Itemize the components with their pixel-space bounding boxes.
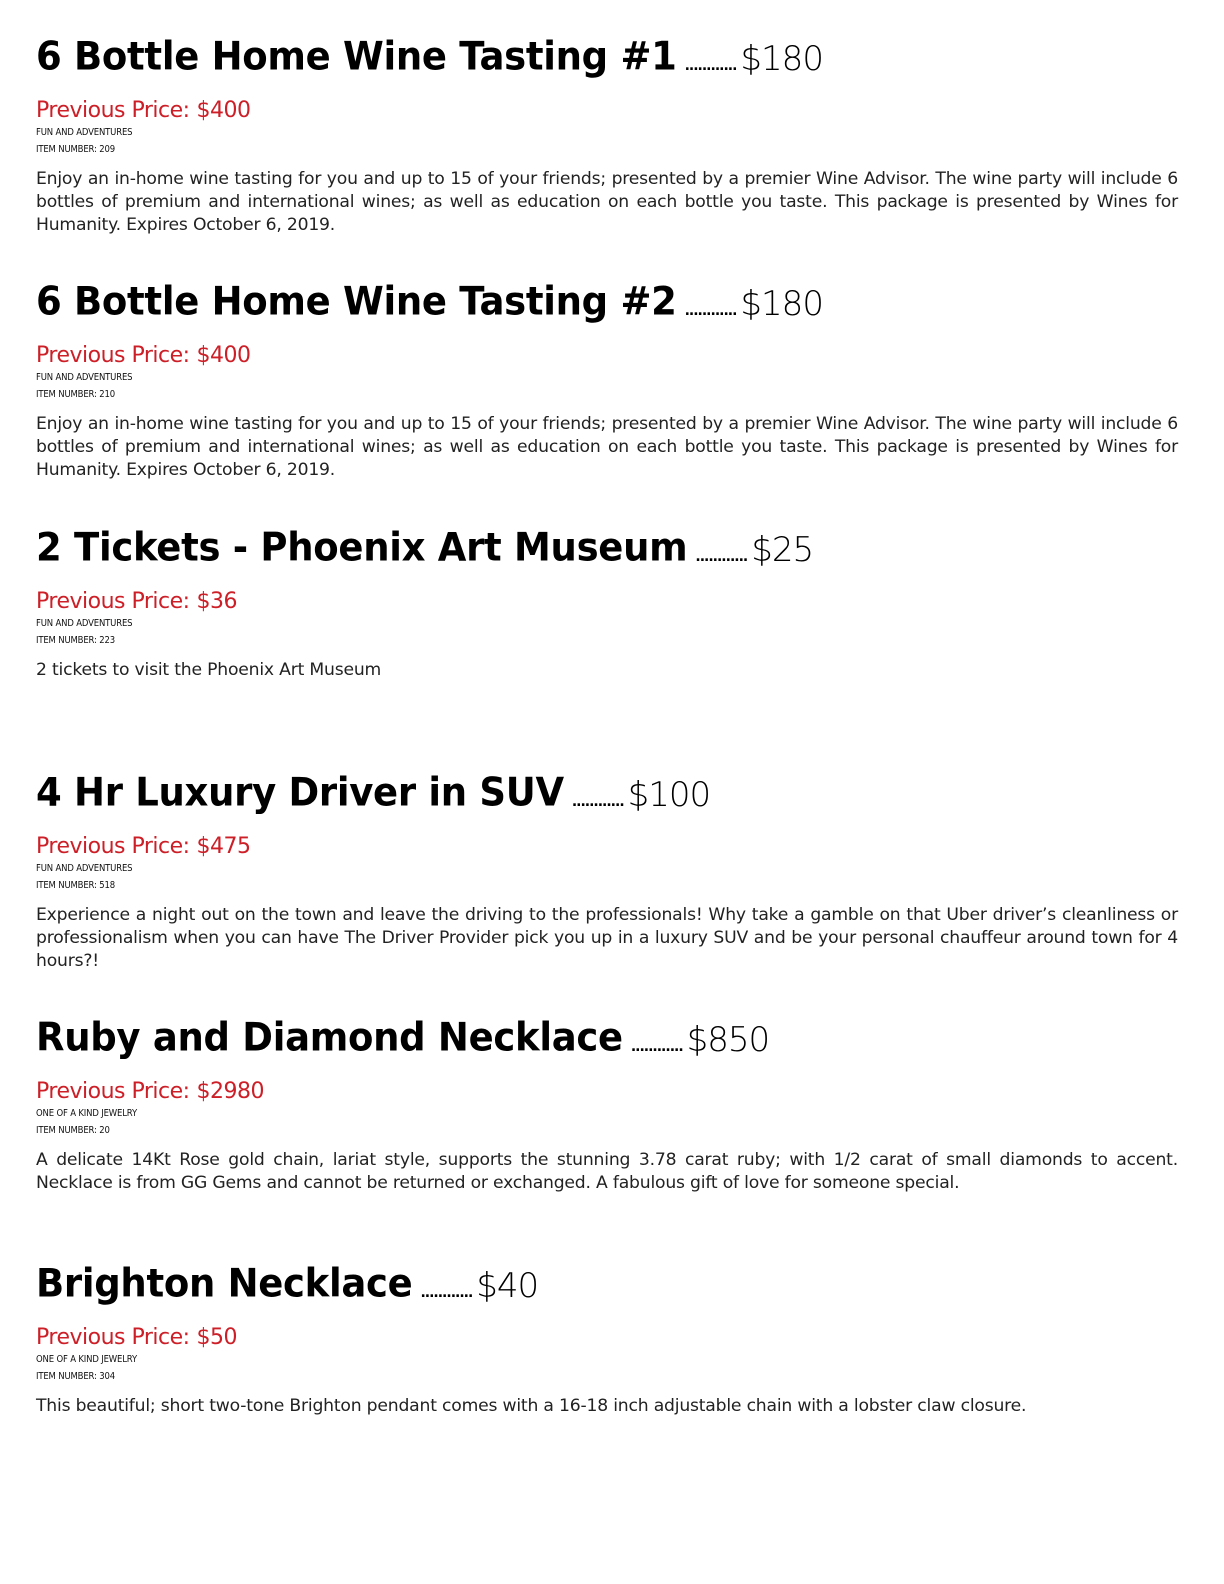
item-category: FUN AND ADVENTURES bbox=[36, 372, 133, 383]
auction-item bbox=[36, 1014, 1178, 1195]
item-title: 4 Hr Luxury Driver in SUV bbox=[36, 769, 564, 815]
auction-item bbox=[36, 769, 1178, 973]
previous-price: $50 bbox=[196, 1325, 238, 1350]
item-title: 6 Bottle Home Wine Tasting #1 bbox=[36, 33, 677, 79]
previous-price-line bbox=[36, 834, 1178, 860]
previous-price-label: Previous Price: bbox=[36, 343, 190, 368]
previous-price: $2980 bbox=[196, 1079, 265, 1104]
leader-dots: ............ bbox=[630, 1039, 683, 1055]
auction-item bbox=[36, 278, 1178, 482]
previous-price-label: Previous Price: bbox=[36, 98, 190, 123]
item-number: ITEM NUMBER: 20 bbox=[36, 1125, 110, 1136]
item-price: $40 bbox=[476, 1266, 539, 1306]
item-number: ITEM NUMBER: 518 bbox=[36, 880, 115, 891]
item-description: Experience a night out on the town and leave the driving to the professionals! Why take a gamble on that Uber driver’s cleanliness or professionalism when you can have The Driver Provider pick you up in a luxury SUV and be your personal chauffeur around town for 4 hours?! bbox=[36, 905, 1178, 971]
previous-price-line bbox=[36, 1079, 1178, 1105]
item-category: FUN AND ADVENTURES bbox=[36, 863, 133, 874]
previous-price-label: Previous Price: bbox=[36, 1325, 190, 1350]
item-category: ONE OF A KIND JEWELRY bbox=[36, 1354, 137, 1365]
item-title: 6 Bottle Home Wine Tasting #2 bbox=[36, 278, 677, 324]
item-number: ITEM NUMBER: 210 bbox=[36, 389, 115, 400]
item-title-line bbox=[36, 33, 1178, 84]
item-category: FUN AND ADVENTURES bbox=[36, 127, 133, 138]
item-number: ITEM NUMBER: 223 bbox=[36, 635, 115, 646]
item-price: $180 bbox=[740, 284, 823, 324]
previous-price-label: Previous Price: bbox=[36, 589, 190, 614]
item-category: ONE OF A KIND JEWELRY bbox=[36, 1108, 137, 1119]
leader-dots: ............ bbox=[684, 303, 737, 319]
item-description: This beautiful; short two-tone Brighton pendant comes with a 16-18 inch adjustable chain with a lobster claw closure. bbox=[36, 1396, 1027, 1416]
item-description: Enjoy an in-home wine tasting for you and up to 15 of your friends; presented by a premier Wine Advisor. The wine party will include 6 bottles of premium and international wines; as well as education on each bottle you taste. This package is presented by Wines for Humanity. Expires October 6, 2019. bbox=[36, 414, 1178, 480]
item-price: $100 bbox=[627, 775, 711, 815]
item-title-line bbox=[36, 278, 1178, 329]
previous-price: $400 bbox=[196, 98, 251, 123]
auction-item bbox=[36, 33, 1178, 237]
previous-price: $400 bbox=[196, 343, 251, 368]
item-title: Brighton Necklace bbox=[36, 1260, 413, 1306]
leader-dots: ............ bbox=[420, 1285, 473, 1301]
auction-item bbox=[36, 524, 1178, 682]
previous-price-label: Previous Price: bbox=[36, 1079, 190, 1104]
item-title-line bbox=[36, 1260, 1178, 1311]
previous-price: $475 bbox=[196, 834, 251, 859]
leader-dots: ............ bbox=[571, 794, 624, 810]
item-description: Enjoy an in-home wine tasting for you and up to 15 of your friends; presented by a premier Wine Advisor. The wine party will include 6 bottles of premium and international wines; as well as education on each bottle you taste. This package is presented by Wines for Humanity. Expires October 6, 2019. bbox=[36, 169, 1178, 235]
item-number: ITEM NUMBER: 304 bbox=[36, 1371, 115, 1382]
leader-dots: ............ bbox=[684, 58, 737, 74]
previous-price-line bbox=[36, 589, 1178, 615]
auction-item bbox=[36, 1260, 1178, 1418]
item-description: 2 tickets to visit the Phoenix Art Museum bbox=[36, 660, 382, 680]
item-title-line bbox=[36, 1014, 1178, 1065]
previous-price-label: Previous Price: bbox=[36, 834, 190, 859]
previous-price-line bbox=[36, 343, 1178, 369]
item-title: Ruby and Diamond Necklace bbox=[36, 1014, 623, 1060]
item-title-line bbox=[36, 769, 1178, 820]
leader-dots: ............ bbox=[695, 549, 748, 565]
previous-price-line bbox=[36, 1325, 1178, 1351]
item-category: FUN AND ADVENTURES bbox=[36, 618, 133, 629]
item-price: $25 bbox=[751, 530, 814, 570]
item-price: $180 bbox=[740, 39, 823, 79]
item-price: $850 bbox=[686, 1020, 770, 1060]
previous-price: $36 bbox=[196, 589, 238, 614]
item-description: A delicate 14Kt Rose gold chain, lariat style, supports the stunning 3.78 carat ruby; with 1/2 carat of small diamonds to accent. Necklace is from GG Gems and cannot be returned or exchanged. A fabulous gift of love for someone special. bbox=[36, 1150, 1178, 1193]
previous-price-line bbox=[36, 98, 1178, 124]
item-title-line bbox=[36, 524, 1178, 575]
item-title: 2 Tickets - Phoenix Art Museum bbox=[36, 524, 688, 570]
item-number: ITEM NUMBER: 209 bbox=[36, 144, 115, 155]
